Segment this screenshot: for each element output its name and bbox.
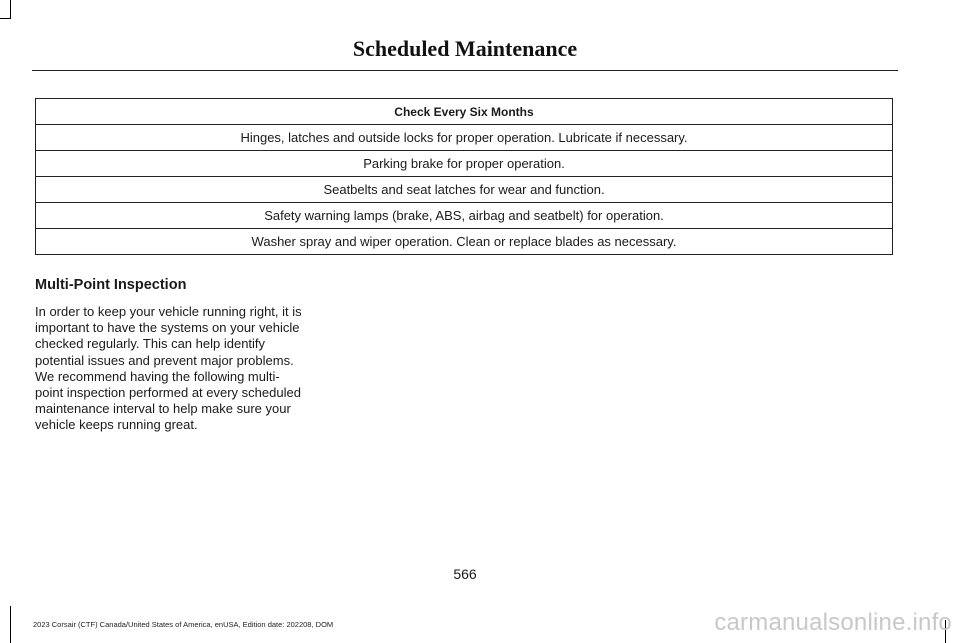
table-cell: Hinges, latches and outside locks for proper operation. Lubricate if necessary. xyxy=(36,125,893,151)
table-cell: Safety warning lamps (brake, ABS, airbag and seatbelt) for operation. xyxy=(36,203,893,229)
footer-edition-text: 2023 Corsair (CTF) Canada/United States of America, enUSA, Edition date: 202208, DOM xyxy=(33,620,334,629)
crop-mark-bottom-left-v xyxy=(10,606,11,643)
section-heading: Multi-Point Inspection xyxy=(35,277,187,293)
page-title: Scheduled Maintenance xyxy=(352,36,578,61)
table-row xyxy=(36,203,893,229)
table-cell: Parking brake for proper operation. xyxy=(36,151,893,177)
table-header-row xyxy=(36,99,893,125)
crop-mark-top-left-h xyxy=(0,18,11,19)
table-row xyxy=(36,229,893,255)
title-divider xyxy=(32,70,898,71)
watermark-text: carmanualsonline.info xyxy=(714,609,952,636)
maintenance-table xyxy=(35,98,893,255)
table-row xyxy=(36,151,893,177)
table-cell: Washer spray and wiper operation. Clean or replace blades as necessary. xyxy=(36,229,893,255)
section-body-text: In order to keep your vehicle running right, it is important to have the systems on your vehicle checked regularly. This can help identify potential issues and prevent major problems. We recommend having the following multi-point inspection performed at every scheduled maintenance interval to help make sure your vehicle keeps running great. xyxy=(35,304,302,433)
table-row xyxy=(36,177,893,203)
table-cell: Seatbelts and seat latches for wear and function. xyxy=(36,177,893,203)
table-row xyxy=(36,125,893,151)
crop-mark-top-left-v xyxy=(10,0,11,18)
table-header-cell: Check Every Six Months xyxy=(36,99,893,125)
page-number: 566 xyxy=(453,566,477,582)
